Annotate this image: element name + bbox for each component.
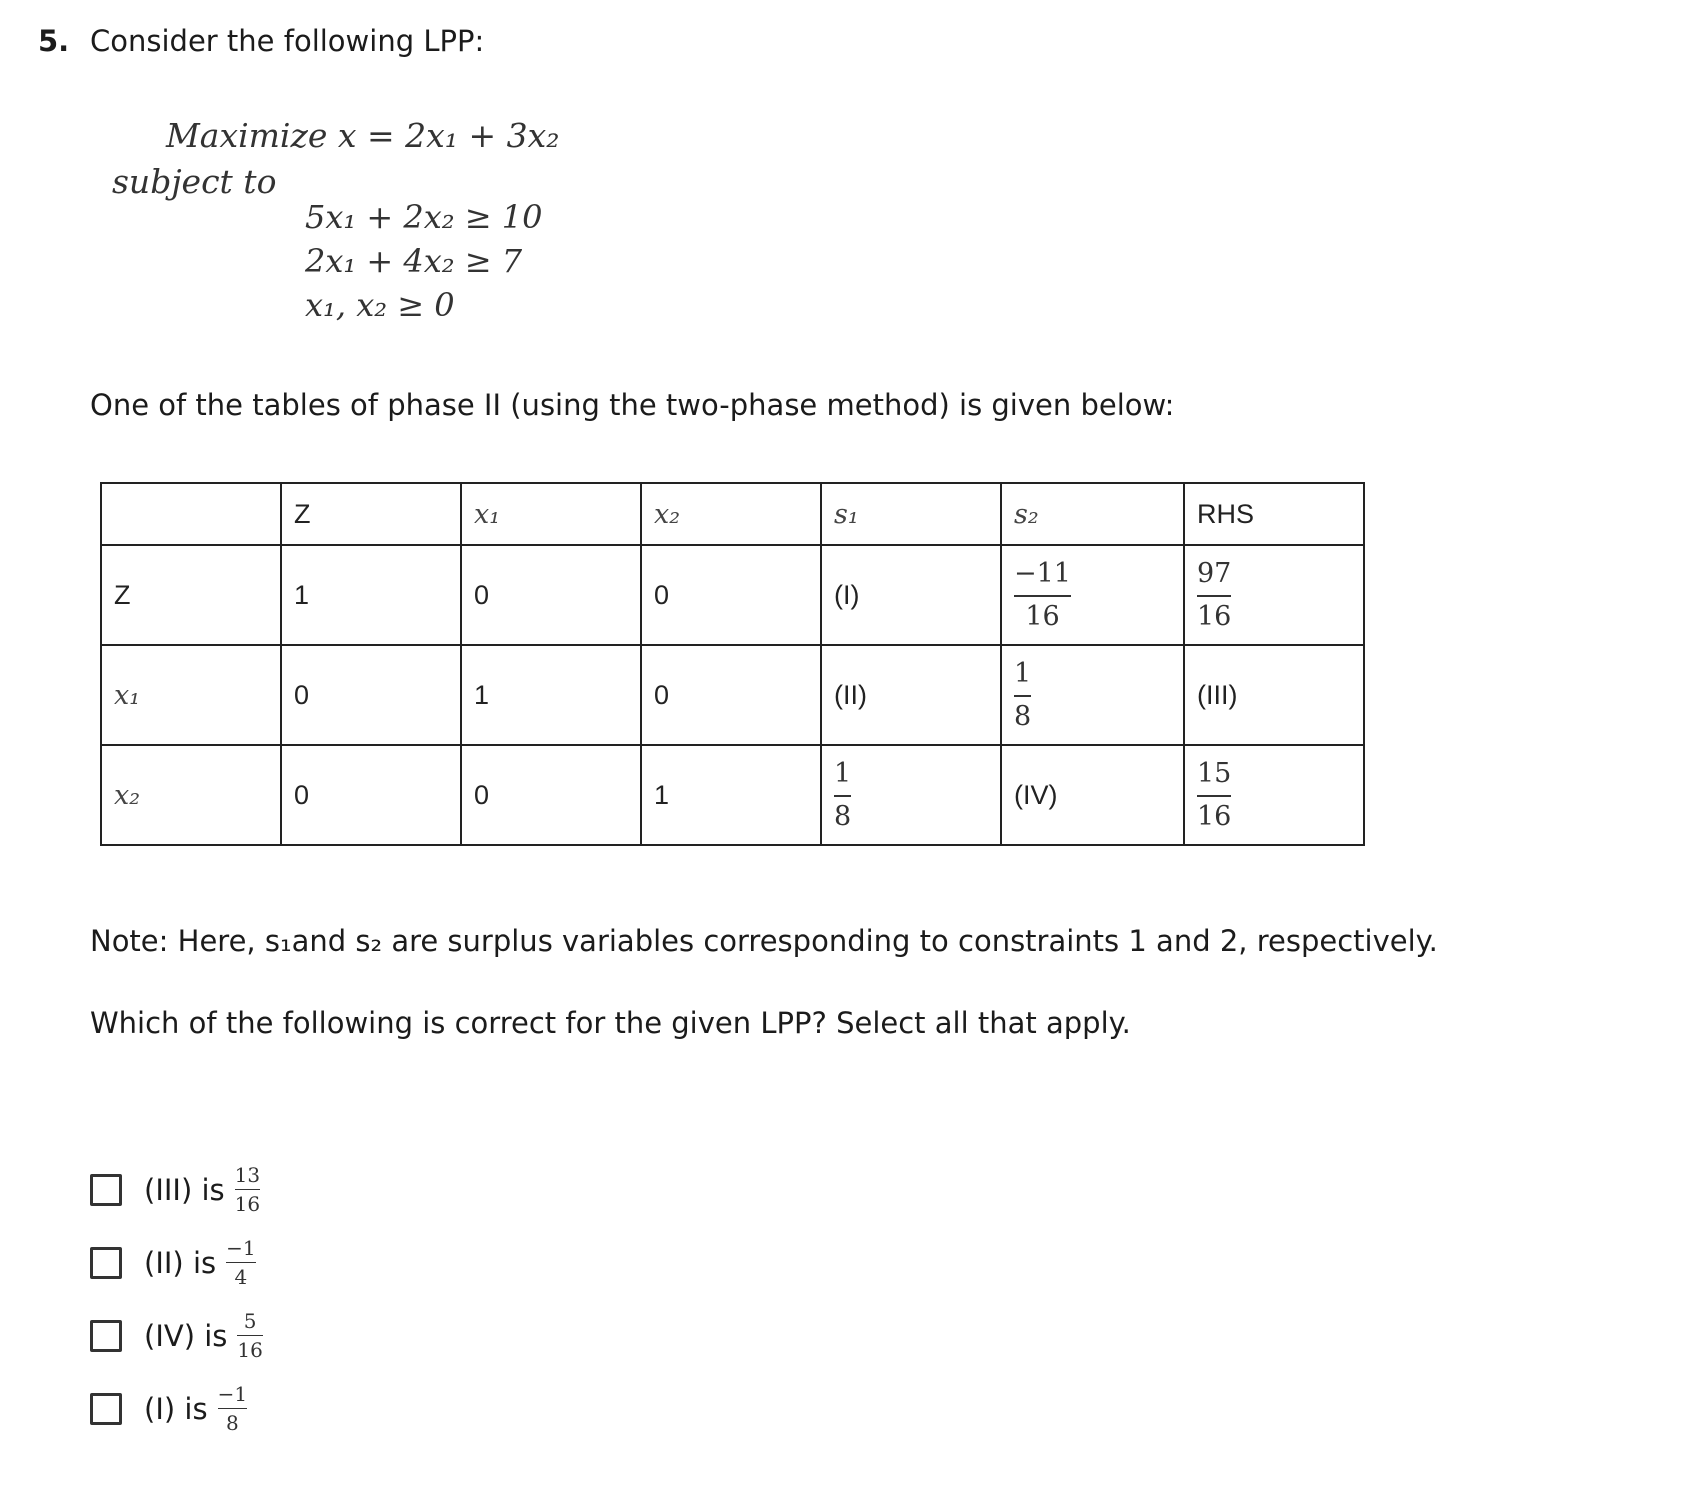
header-cell: x₁ — [461, 483, 641, 545]
fraction-numerator: 1 — [834, 758, 852, 789]
option-label: (I) is — [144, 1391, 208, 1426]
basis-cell: x₁ — [101, 645, 281, 745]
basis-cell: Z — [101, 545, 281, 645]
fraction — [1197, 558, 1231, 632]
fraction-numerator: 1 — [1014, 658, 1032, 689]
checkbox[interactable] — [90, 1320, 122, 1352]
simplex-table — [100, 482, 1365, 846]
table-cell: 0 — [461, 545, 641, 645]
fraction-bar — [1014, 595, 1071, 597]
option-iv[interactable] — [90, 1309, 263, 1362]
subject-to-label: subject to — [112, 162, 277, 201]
option-label: (III) is — [144, 1172, 225, 1207]
table-cell: 1 — [281, 545, 461, 645]
table-cell — [1001, 645, 1184, 745]
option-ii[interactable] — [90, 1236, 256, 1289]
fraction-bar — [237, 1335, 262, 1336]
table-cell: 1 — [461, 645, 641, 745]
fraction — [218, 1382, 247, 1435]
fraction — [834, 758, 851, 832]
table-row — [101, 545, 1364, 645]
table-row — [101, 645, 1364, 745]
table-cell: (IV) — [1001, 745, 1184, 845]
table-cell: 0 — [641, 545, 821, 645]
fraction-bar — [1014, 695, 1031, 697]
fraction-numerator: 97 — [1197, 558, 1232, 589]
fraction-denominator: 8 — [834, 801, 852, 832]
question-prompt: Which of the following is correct for the given LPP? Select all that apply. — [90, 1006, 1131, 1040]
table-cell: (II) — [821, 645, 1001, 745]
fraction — [235, 1163, 260, 1216]
table-header-row — [101, 483, 1364, 545]
note-text: Note: Here, s₁and s₂ are surplus variables corresponding to constraints 1 and 2, respectively. — [90, 924, 1438, 958]
table-cell — [1001, 545, 1184, 645]
table-row — [101, 745, 1364, 845]
constraint-nonnegativity: x₁, x₂ ≥ 0 — [305, 286, 455, 324]
fraction-bar — [834, 795, 851, 797]
table-intro: One of the tables of phase II (using the two-phase method) is given below: — [90, 388, 1175, 422]
objective-function: Maximize x = 2x₁ + 3x₂ — [166, 116, 560, 155]
fraction — [1014, 558, 1071, 632]
fraction-denominator: 16 — [1025, 601, 1060, 632]
header-cell: s₂ — [1001, 483, 1184, 545]
fraction-bar — [235, 1189, 260, 1190]
checkbox[interactable] — [90, 1174, 122, 1206]
option-iii[interactable] — [90, 1163, 260, 1216]
constraint-1: 5x₁ + 2x₂ ≥ 10 — [305, 198, 543, 236]
header-cell — [101, 483, 281, 545]
fraction-denominator: 16 — [1197, 601, 1232, 632]
fraction-denominator: 4 — [234, 1265, 248, 1289]
header-cell: x₂ — [641, 483, 821, 545]
option-label: (II) is — [144, 1245, 217, 1280]
header-cell: s₁ — [821, 483, 1001, 545]
checkbox[interactable] — [90, 1247, 122, 1279]
checkbox[interactable] — [90, 1393, 122, 1425]
header-cell: Z — [281, 483, 461, 545]
table-cell: (III) — [1184, 645, 1364, 745]
table-cell: 1 — [641, 745, 821, 845]
fraction-numerator: 15 — [1197, 758, 1232, 789]
fraction-denominator: 8 — [1014, 701, 1032, 732]
fraction — [226, 1236, 255, 1289]
table-cell: 0 — [281, 745, 461, 845]
fraction-numerator: 13 — [234, 1163, 261, 1187]
question-title: Consider the following LPP: — [90, 24, 485, 58]
question-number: 5. — [38, 24, 70, 58]
fraction — [1014, 658, 1031, 732]
fraction-numerator: −1 — [217, 1382, 248, 1406]
fraction-denominator: 16 — [1197, 801, 1232, 832]
basis-cell: x₂ — [101, 745, 281, 845]
fraction-numerator: −11 — [1014, 558, 1071, 589]
table-cell — [1184, 745, 1364, 845]
option-i[interactable] — [90, 1382, 247, 1435]
fraction-bar — [1197, 595, 1231, 597]
table-cell — [1184, 545, 1364, 645]
header-cell: RHS — [1184, 483, 1364, 545]
fraction-numerator: 5 — [243, 1309, 257, 1333]
fraction — [1197, 758, 1231, 832]
fraction-denominator: 16 — [234, 1192, 261, 1216]
table-cell — [821, 745, 1001, 845]
fraction — [237, 1309, 262, 1362]
fraction-denominator: 8 — [225, 1411, 239, 1435]
fraction-bar — [226, 1262, 255, 1263]
fraction-denominator: 16 — [237, 1338, 263, 1362]
fraction-bar — [1197, 795, 1231, 797]
table-cell: (I) — [821, 545, 1001, 645]
constraint-2: 2x₁ + 4x₂ ≥ 7 — [305, 242, 523, 280]
table-cell: 0 — [641, 645, 821, 745]
option-label: (IV) is — [144, 1318, 228, 1353]
fraction-numerator: −1 — [226, 1236, 256, 1260]
fraction-bar — [218, 1408, 247, 1409]
table-cell: 0 — [461, 745, 641, 845]
table-cell: 0 — [281, 645, 461, 745]
